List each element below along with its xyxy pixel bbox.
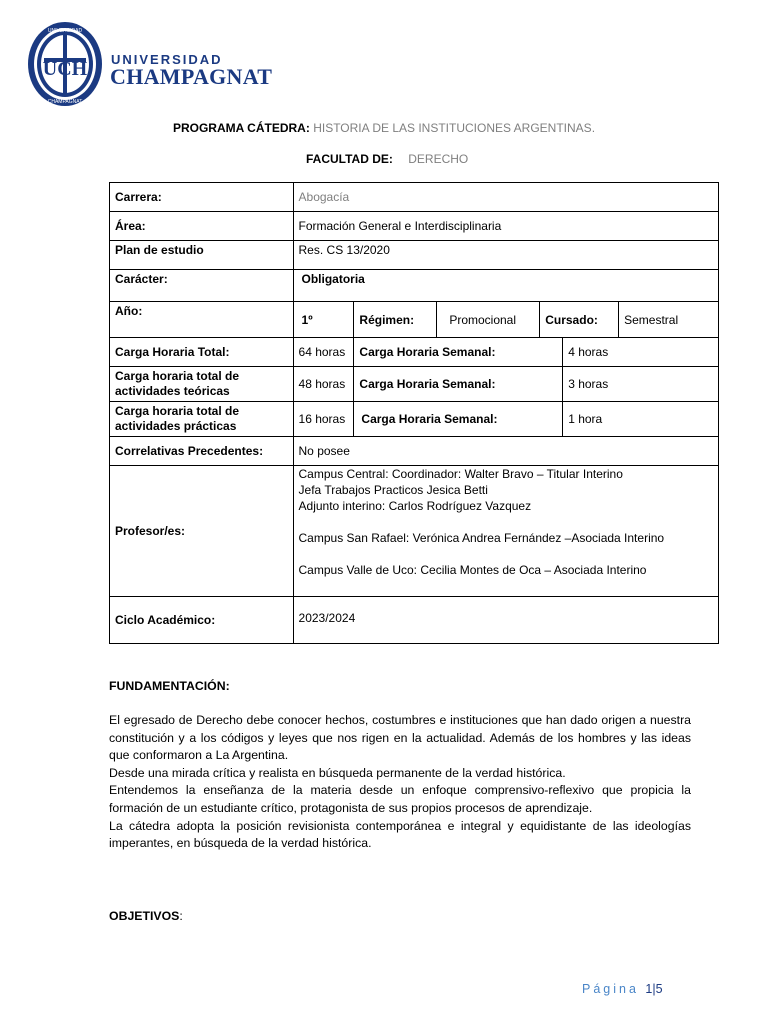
facultad-value: DERECHO (408, 152, 469, 166)
profesor-item: Campus Valle de Uco: Cecilia Montes de Oca – Asociada Interino (298, 563, 647, 577)
table-row (110, 338, 719, 367)
ciclo-value: 2023/2024 (293, 597, 718, 644)
cursado-label: Cursado: (540, 302, 619, 338)
regimen-value: Promocional (437, 302, 540, 338)
logo-line-universidad: UNIVERSIDAD (111, 52, 223, 67)
pagina-label: Página (582, 982, 639, 996)
page-total: 5 (655, 982, 663, 996)
university-seal-icon (26, 20, 106, 110)
plan-label: Plan de estudio (110, 241, 294, 270)
profesor-item: Campus San Rafael: Verónica Andrea Fernández –Asociada Interino (298, 531, 665, 545)
fundamentacion-heading: FUNDAMENTACIÓN: (109, 679, 230, 693)
plan-value: Res. CS 13/2020 (293, 241, 718, 270)
carga-teoricas-semanal-label: Carga Horaria Semanal: (354, 367, 563, 402)
cursado-value: Semestral (619, 302, 719, 338)
carga-total-value: 64 horas (293, 338, 354, 367)
svg-text:CHAMPAGNAT: CHAMPAGNAT (47, 99, 83, 105)
fundamentacion-body (109, 712, 691, 853)
profesores-list (293, 466, 718, 597)
carga-teoricas-semanal-value: 3 horas (563, 367, 719, 402)
paragraph: Desde una mirada crítica y realista en búsqueda permanente de la verdad histórica. (109, 765, 566, 780)
carga-practicas-label: Carga horaria total de actividades prácticas (110, 402, 294, 437)
paragraph: Entendemos la enseñanza de la materia desde un enfoque comprensivo-reflexivo que propicia la formación de un estudiante crítico, protagonista de sus propios procesos de aprendizaje. (109, 783, 691, 815)
paragraph: La cátedra adopta la posición revisionista contemporánea e integral y equidistante de las ideologías imperantes, en búsqueda de la verdad histórica. (109, 818, 691, 851)
table-row (110, 437, 719, 466)
course-info-table (109, 182, 719, 644)
anio-label: Año: (110, 302, 294, 338)
paragraph: El egresado de Derecho debe conocer hechos, costumbres e instituciones que han dado origen a nuestra constitución y a los códigos y leyes que nos rigen en la actualidad. Además de los hombres y las ideas que conformaron a La Argentina. (109, 713, 691, 763)
programa-value: HISTORIA DE LAS INSTITUCIONES ARGENTINAS. (313, 121, 596, 135)
table-row (110, 241, 719, 270)
carga-teoricas-value: 48 horas (293, 367, 354, 402)
carga-total-semanal-value: 4 horas (563, 338, 719, 367)
table-row (110, 402, 719, 437)
table-row (110, 367, 719, 402)
carga-semanal-label: Carga Horaria Semanal: (354, 338, 563, 367)
caracter-label: Carácter: (110, 270, 294, 302)
carrera-label: Carrera: (110, 183, 294, 212)
table-row (110, 466, 719, 597)
table-row (110, 212, 719, 241)
ciclo-label: Ciclo Académico: (110, 597, 294, 644)
area-label: Área: (110, 212, 294, 241)
page-footer: Página 1|5 (582, 982, 663, 996)
anio-value: 1º (293, 302, 354, 338)
profesor-item: Campus Central: Coordinador: Walter Bravo – Titular Interino (298, 467, 623, 481)
carrera-value: Abogacía (293, 183, 718, 212)
table-row (110, 183, 719, 212)
svg-text:UCH: UCH (42, 58, 88, 80)
profesores-label: Profesor/es: (110, 466, 294, 597)
regimen-label: Régimen: (354, 302, 437, 338)
facultad-label: FACULTAD DE: (306, 152, 393, 166)
page-number: 1 (645, 982, 653, 996)
programa-label: PROGRAMA CÁTEDRA: (172, 121, 310, 135)
carga-teoricas-label: Carga horaria total de actividades teóricas (110, 367, 294, 402)
carga-practicas-semanal-value: 1 hora (563, 402, 719, 437)
svg-text:UNIVERSIDAD: UNIVERSIDAD (47, 28, 83, 34)
correlativas-label: Correlativas Precedentes: (110, 437, 294, 466)
table-row (110, 597, 719, 644)
carga-total-label: Carga Horaria Total: (110, 338, 294, 367)
area-value: Formación General e Interdisciplinaria (293, 212, 718, 241)
profesor-item: Adjunto interino: Carlos Rodríguez Vazquez (298, 499, 532, 513)
table-row (110, 270, 719, 302)
objetivos-heading: OBJETIVOS: (109, 909, 183, 923)
correlativas-value: No posee (293, 437, 718, 466)
caracter-value: Obligatoria (293, 270, 718, 302)
carga-practicas-value: 16 horas (293, 402, 354, 437)
programa-title (0, 121, 768, 135)
carga-practicas-semanal-label: Carga Horaria Semanal: (354, 402, 563, 437)
table-row (110, 302, 719, 338)
profesor-item: Jefa Trabajos Practicos Jesica Betti (298, 483, 488, 497)
facultad-line (306, 152, 468, 166)
logo-line-champagnat: CHAMPAGNAT (110, 64, 273, 89)
